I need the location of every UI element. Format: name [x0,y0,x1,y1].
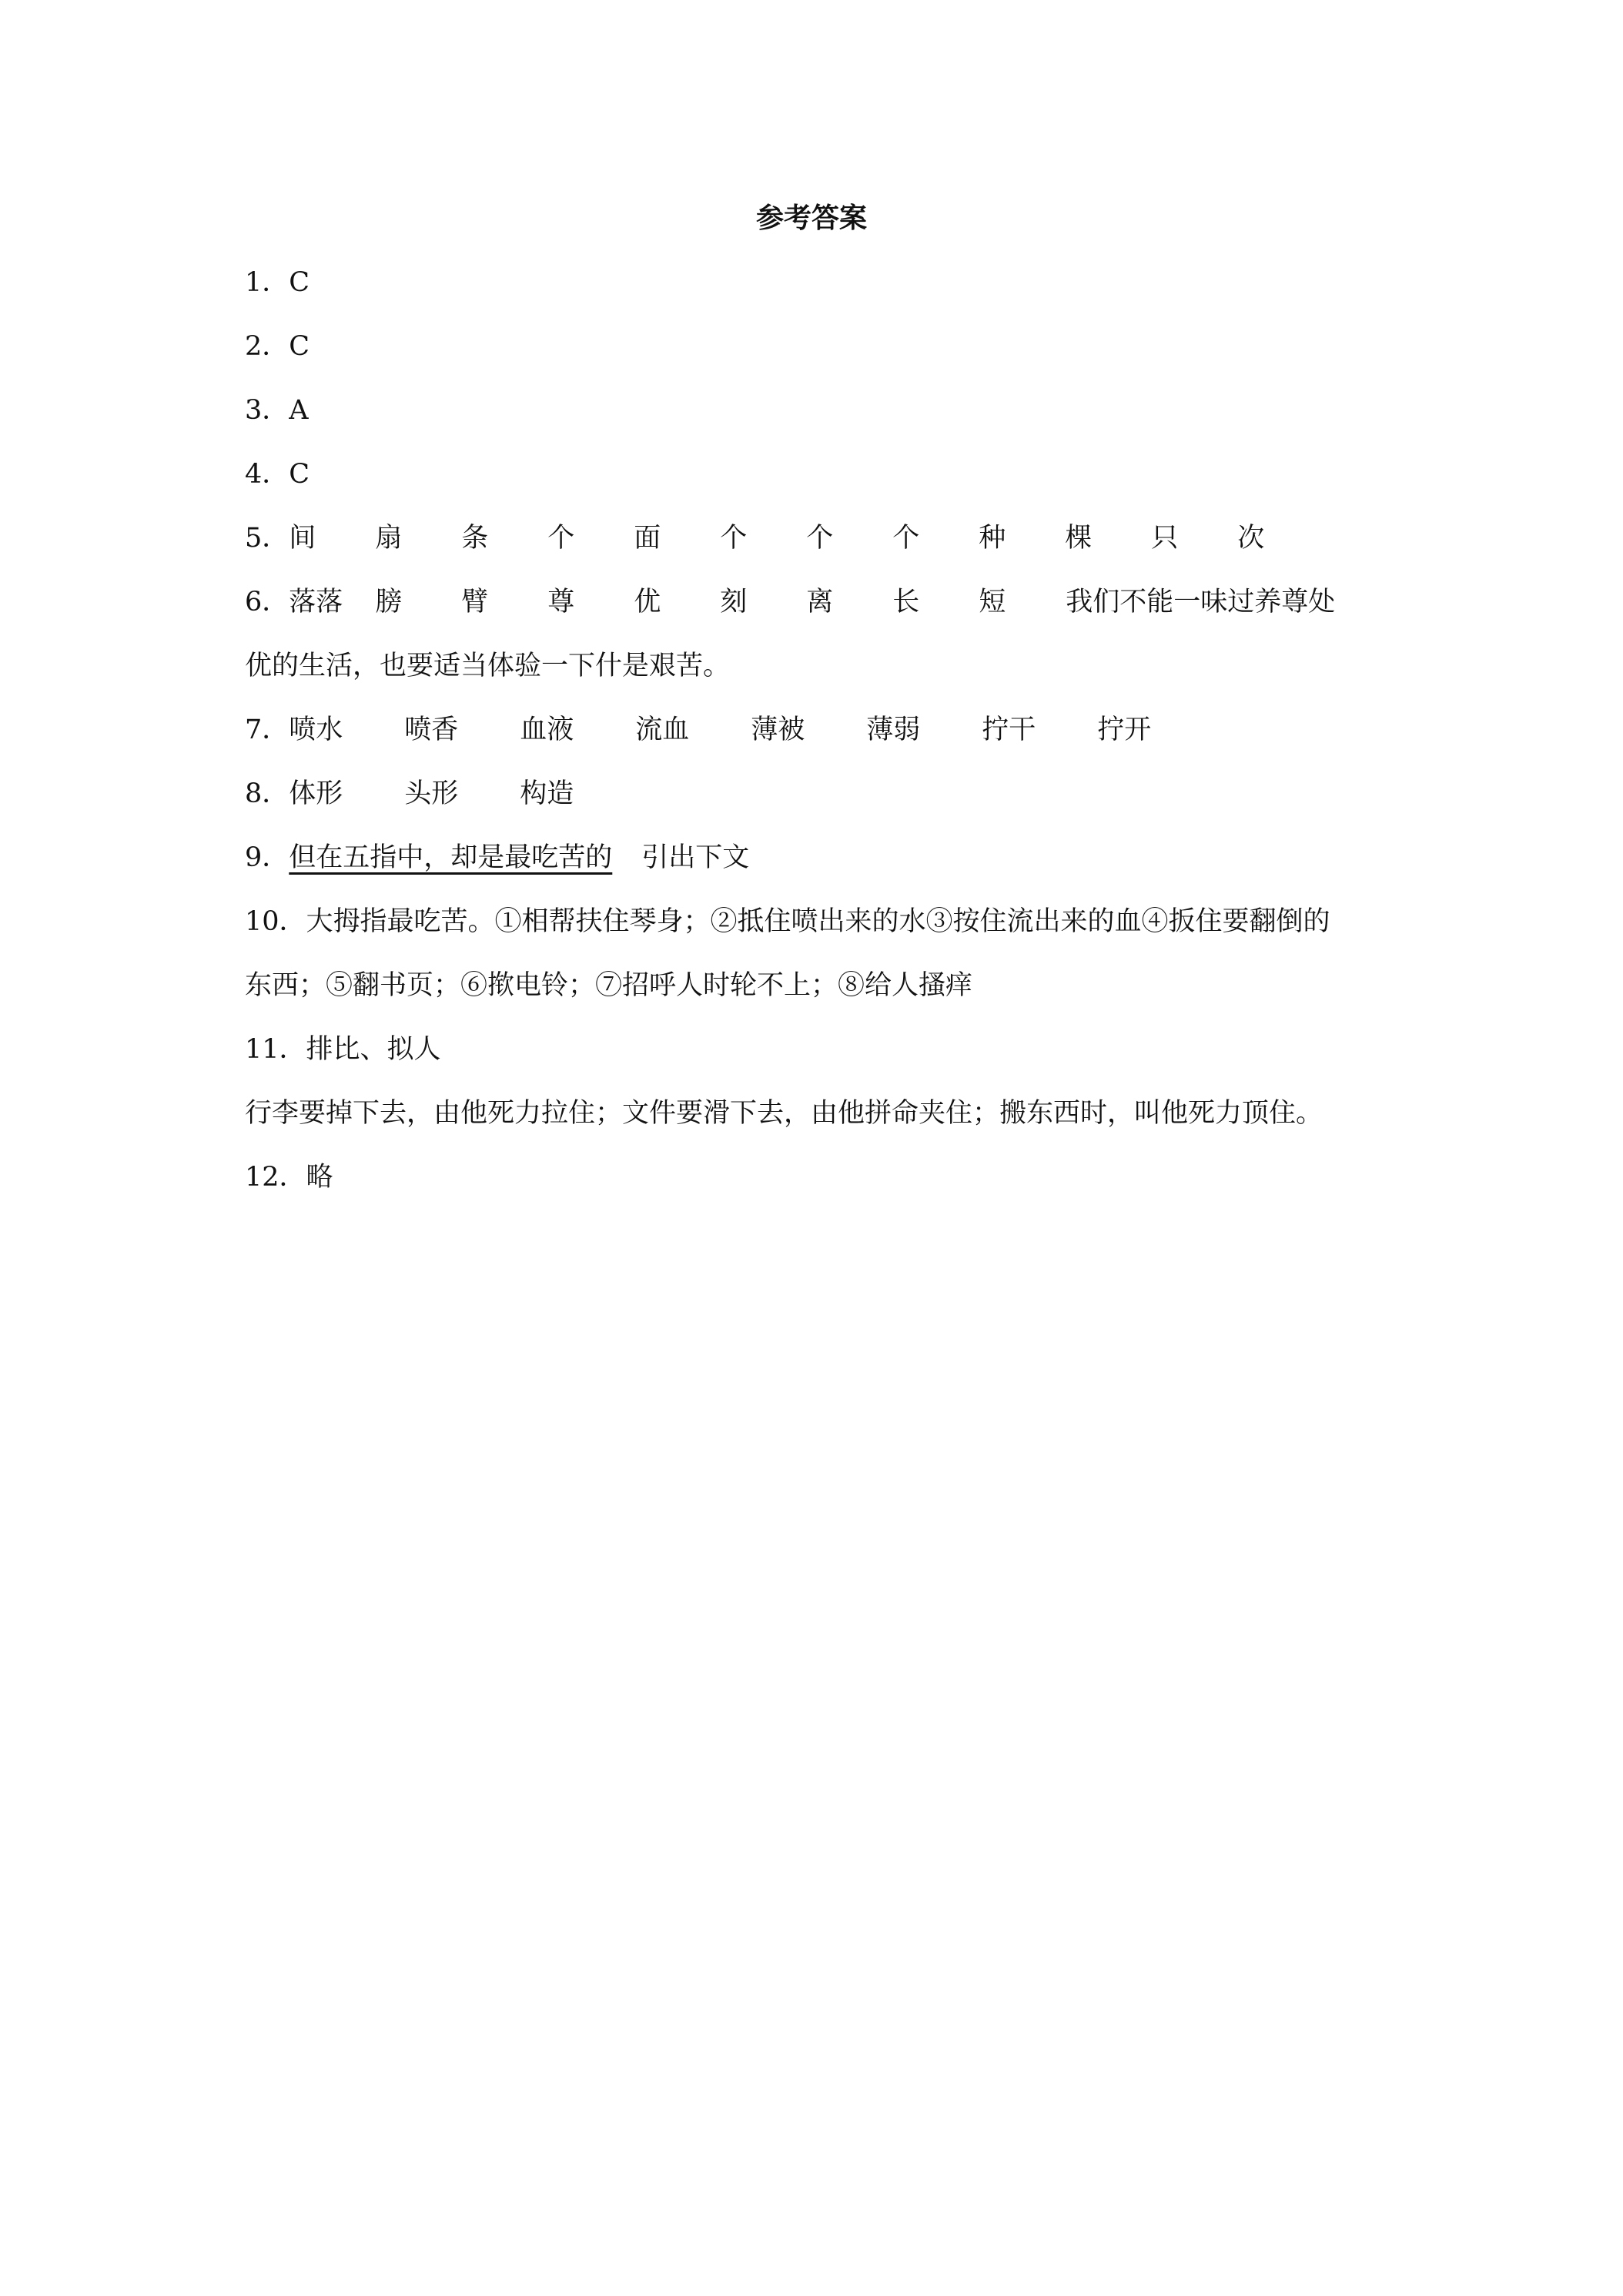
answer-12 [245,1158,333,1197]
answer-sentence: 我们不能一味过养尊处 [1066,587,1336,618]
answer-word: 体形 [289,778,343,809]
answer-word: 臂 [461,587,489,618]
answer-6-continued [245,647,730,685]
answer-word: 短 [979,587,1006,618]
answer-number: 10． [245,906,306,937]
answer-text: 排比、拟人 [306,1034,441,1065]
measure-word-list [289,519,1264,557]
underlined-sentence: 但在五指中，却是最吃苦的 [289,842,613,873]
answer-word: 个 [720,523,748,554]
answer-text: A [289,395,309,426]
answer-word: 尊 [547,587,575,618]
answer-word: 刻 [720,587,748,618]
answer-word: 离 [806,587,834,618]
answer-word: 落落 [289,587,343,618]
answer-4 [245,455,310,494]
answer-number: 7． [245,715,289,745]
answer-text: 优的生活，也要适当体验一下什是艰苦。 [245,651,731,681]
answer-word: 优 [634,587,661,618]
answer-word: 喷水 [289,715,343,745]
answer-word: 棵 [1065,523,1093,554]
answer-11-continued [245,1094,1323,1133]
answer-7 [245,711,1151,749]
answer-number: 8． [245,778,289,809]
answer-text: C [289,331,310,362]
answer-2 [245,327,310,366]
answer-word: 只 [1151,523,1179,554]
answer-word: 个 [547,523,575,554]
word-list [289,711,1151,749]
word-list [289,583,1006,621]
answer-number: 4． [245,459,289,490]
answer-word: 面 [634,523,661,554]
answer-number: 1． [245,267,289,298]
answer-text: 引出下文 [641,842,750,873]
answer-word: 扇 [375,523,403,554]
answer-word: 薄弱 [866,715,921,745]
answer-word: 血液 [520,715,574,745]
answer-11 [245,1030,441,1069]
answer-text: 东西；⑤翻书页；⑥揿电铃；⑦招呼人时轮不上；⑧给人搔痒 [245,970,973,1001]
word-list [289,775,574,813]
answer-word: 个 [892,523,920,554]
answer-word: 头形 [404,778,459,809]
page-title: 参考答案 [755,202,867,234]
answer-word: 拧干 [982,715,1036,745]
answer-text: C [289,459,310,490]
answer-number: 5． [245,523,289,554]
answer-9 [245,838,749,877]
answer-number: 9． [245,842,289,873]
answer-word: 喷香 [404,715,459,745]
answer-number: 12． [245,1162,306,1193]
answer-10 [245,902,1330,941]
answer-word: 流血 [635,715,690,745]
answer-10-continued [245,966,972,1005]
answer-word: 长 [892,587,920,618]
answer-text: 大拇指最吃苦。①相帮扶住琴身；②抵住喷出来的水③按住流出来的血④扳住要翻倒的 [306,906,1330,937]
answer-word: 次 [1237,523,1265,554]
answer-word: 间 [289,523,316,554]
answer-1 [245,263,310,302]
answer-text: 略 [306,1162,333,1193]
answer-number: 3． [245,395,289,426]
answer-text: 行李要掉下去，由他死力拉住；文件要滑下去，由他拼命夹住；搬东西时，叫他死力顶住。 [245,1098,1323,1129]
answer-5 [245,519,1264,557]
answer-8 [245,775,574,813]
answer-word: 构造 [520,778,574,809]
answer-number: 2． [245,331,289,362]
answer-word: 条 [461,523,489,554]
answer-word: 膀 [375,587,403,618]
answer-3 [245,391,309,430]
answer-number: 11． [245,1034,306,1065]
answer-word: 个 [806,523,834,554]
answer-text: C [289,267,310,298]
answer-word: 拧开 [1097,715,1152,745]
answer-6 [245,583,1335,621]
answer-word: 种 [979,523,1006,554]
answer-number: 6． [245,587,289,618]
answer-word: 薄被 [751,715,805,745]
